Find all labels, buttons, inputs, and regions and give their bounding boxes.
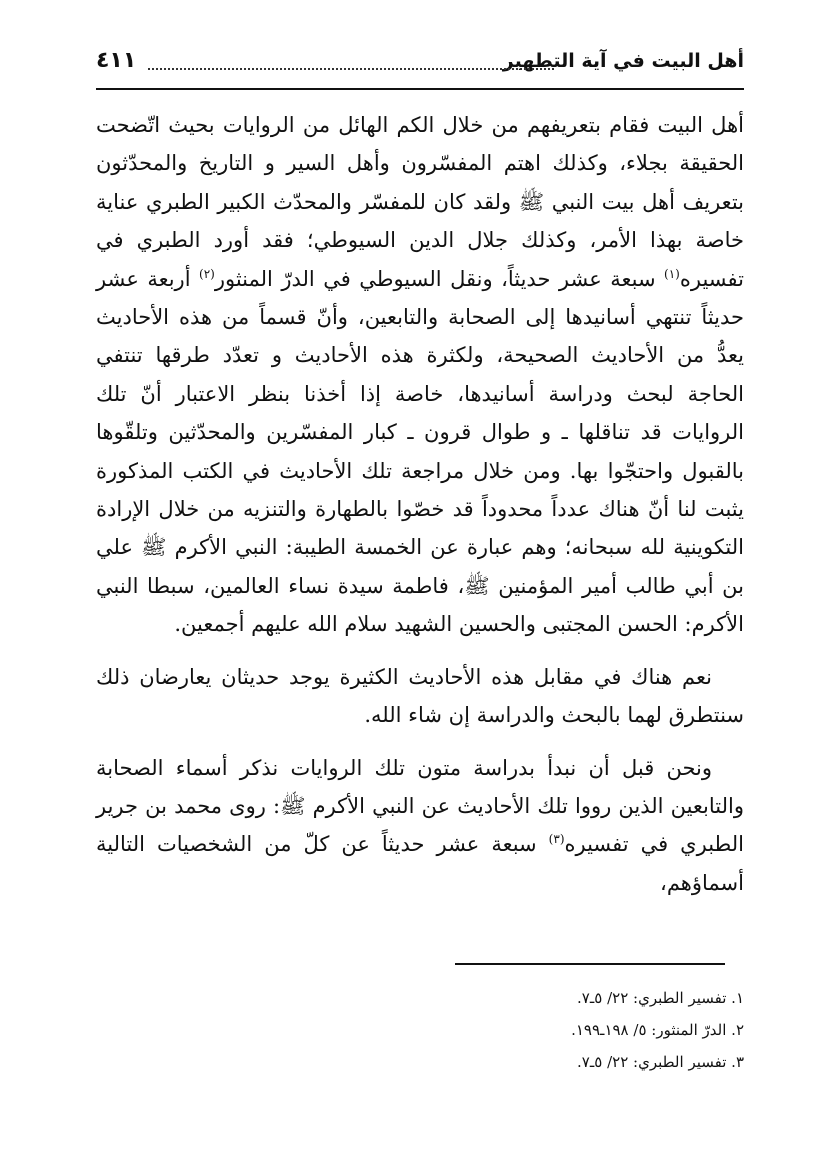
paragraph-1-text-a: أهل البيت فقام بتعريفهم من خلال الكم الهائل من الروايات بحيث اتّضحت الحقيقة بجلاء، وكذلك اهتم المفسّرون وأهل السير و التاريخ والمحدّثون بتعريف أهل بيت النبي ﷺ ولقد كان للمفسّر والمحدّث الكبير الطبري عناية خاصة بهذا الأمر، وكذلك جلال الدين السيوطي؛ فقد أورد الطبري في تفسيره	[96, 113, 744, 291]
footnote-marker-2: (٢)	[199, 266, 215, 281]
paragraph-1-text-b: سبعة عشر حديثاً، ونقل السيوطي في الدرّ المنثور	[214, 266, 665, 291]
footnote-marker-1: (١)	[664, 266, 680, 281]
paragraph-3-text-b: سبعة عشر حديثاً عن كلّ من الشخصيات التالية أسماؤهم،	[96, 832, 744, 895]
footnotes	[96, 982, 744, 1078]
page-header	[96, 48, 744, 88]
paragraph-3	[96, 749, 744, 903]
paragraph-3-text-a: ونحن قبل أن نبدأ بدراسة متون تلك الروايات نذكر أسماء الصحابة والتابعين الذين رووا تلك الأحاديث عن النبي الأكرم ﷺ: روى محمد بن جرير الطبري في تفسيره	[96, 755, 745, 857]
running-title: أهل البيت في آية التطهير	[502, 50, 744, 72]
paragraph-2: نعم هناك في مقابل هذه الأحاديث الكثيرة يوجد حديثان يعارضان ذلك سنتطرق لهما بالبحث والدراسة إن شاء الله.	[96, 664, 744, 728]
header-rule	[96, 88, 744, 90]
footnote-marker-3: (٣)	[548, 832, 565, 847]
paragraph-1	[96, 106, 744, 644]
paragraph-1-text-c: أربعة عشر حديثاً تنتهي أسانيدها إلى الصحابة والتابعين، وأنّ قسماً من هذه الأحاديث يعدُّ من الأحاديث الصحيحة، ولكثرة هذه الأحاديث و تعدّد طرقها تنتفي الحاجة لبحث ودراسة أسانيدها، خاصة إذا أخذنا بنظر الاعتبار أنّ تلك الروايات قد تناقلها ـ و طوال قرون ـ كبار المفسّرين والمحدّثين وتلقّوها بالقبول واحتجّوا بها. ومن خلال مراجعة تلك الأحاديث في الكتب المذكورة يثبت لنا أنّ هناك عدداً محدوداً قد خصّوا بالطهارة والتنزيه من خلال الإرادة التكوينية لله سبحانه؛ وهم عبارة عن الخمسة الطيبة: النبي الأكرم ﷺ علي بن أبي طالب أمير المؤمنين ﷺ، فاطمة سيدة نساء العالمين، سبطا النبي الأكرم: الحسن المجتبى والحسين الشهيد سلام الله عليهم أجمعين.	[96, 266, 744, 637]
footnote-3: ٣. تفسير الطبري: ٢٢/ ٥ـ٧.	[577, 1053, 744, 1071]
page-number: ٤١١	[96, 48, 137, 73]
header-dotted-leader	[148, 68, 554, 70]
footnote-separator	[455, 963, 725, 965]
footnote-2: ٢. الدرّ المنثور: ٥/ ١٩٨ـ١٩٩.	[571, 1021, 744, 1039]
body-text	[96, 106, 744, 902]
footnote-1: ١. تفسير الطبري: ٢٢/ ٥ـ٧.	[577, 989, 744, 1007]
